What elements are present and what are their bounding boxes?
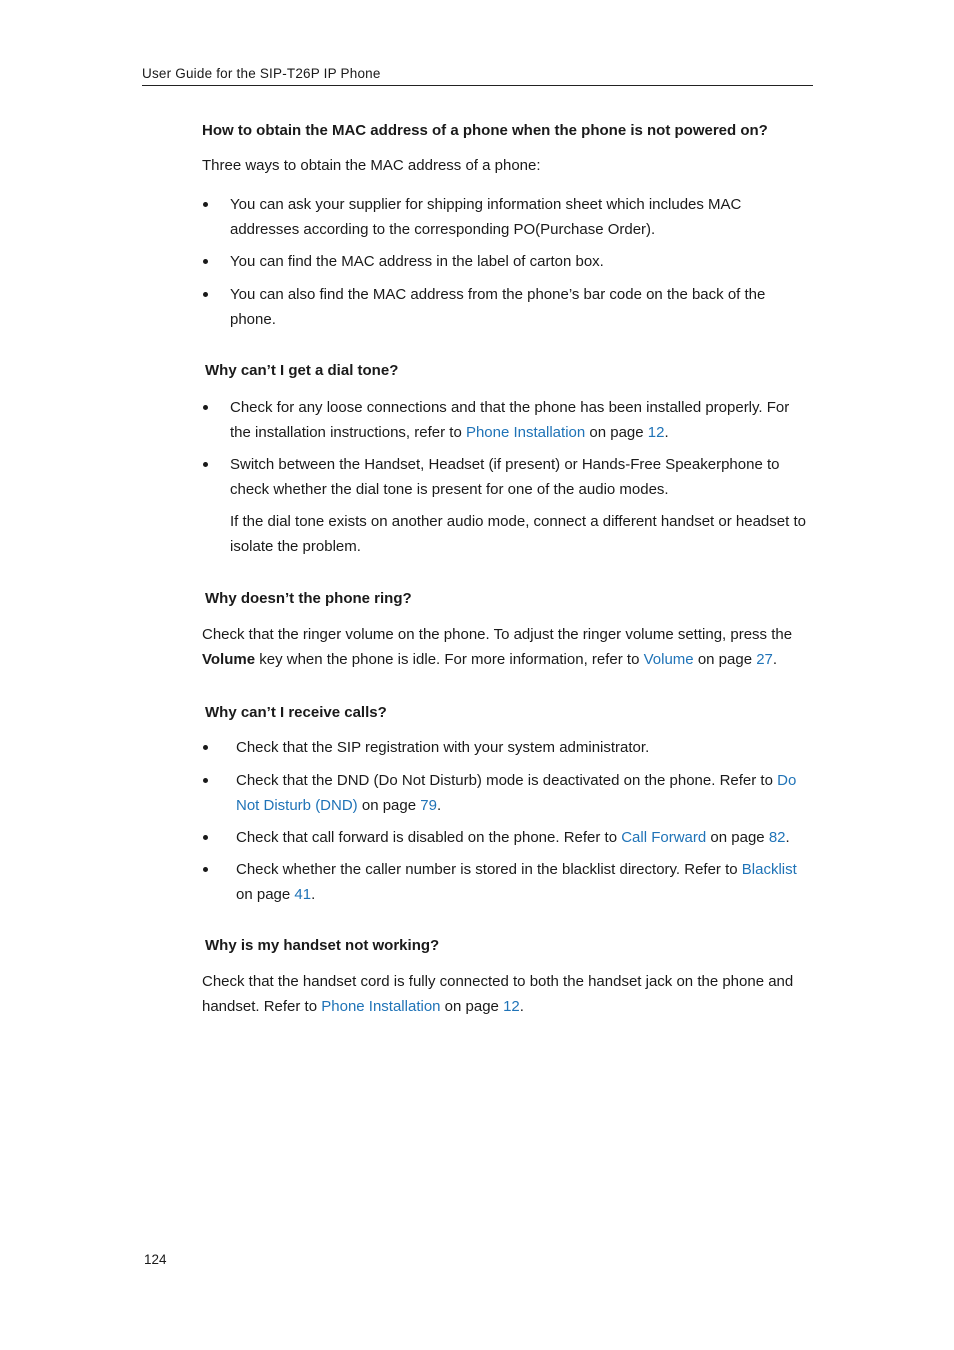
link-page-79[interactable]: 79 bbox=[420, 797, 437, 814]
link-page-12[interactable]: 12 bbox=[647, 424, 665, 441]
list-item: Check that the SIP registration with your system administrator. bbox=[202, 735, 814, 760]
link-page-12-2[interactable]: 12 bbox=[503, 998, 520, 1015]
link-page-82[interactable]: 82 bbox=[768, 829, 786, 846]
heading-mac-address: How to obtain the MAC address of a phone when the phone is not powered on? bbox=[202, 122, 768, 139]
volume-key-label: Volume bbox=[202, 651, 256, 668]
link-volume[interactable]: Volume bbox=[643, 651, 694, 668]
receive-calls-list bbox=[202, 735, 814, 907]
ring-paragraph: Check that the ringer volume on the phone. To adjust the ringer volume setting, press the Volume key when the phone is idle. For more information, refer to Volume on page 27. bbox=[202, 626, 793, 668]
dial-tone-note: If the dial tone exists on another audio mode, connect a different handset or headset to isolate the problem. bbox=[230, 513, 806, 555]
link-phone-installation-2[interactable]: Phone Installation bbox=[321, 998, 441, 1015]
dial-tone-list bbox=[202, 395, 814, 559]
mac-intro: Three ways to obtain the MAC address of a phone: bbox=[202, 157, 541, 174]
list-item: Switch between the Handset, Headset (if present) or Hands-Free Speakerphone to check whether the dial tone is present for one of the audio modes. If the dial tone exists on another audio mode, connect a different handset or headset to isolate the problem. bbox=[202, 452, 814, 559]
list-item: Check that the DND (Do Not Disturb) mode is deactivated on the phone. Refer to Do Not Disturb (DND) on page 79. bbox=[202, 768, 814, 818]
running-header: User Guide for the SIP-T26P IP Phone bbox=[142, 66, 813, 86]
link-page-41[interactable]: 41 bbox=[294, 886, 312, 903]
list-item: Check whether the caller number is stored in the blacklist directory. Refer to Blacklist on page 41. bbox=[202, 857, 814, 907]
link-call-forward[interactable]: Call Forward bbox=[621, 829, 707, 846]
list-item: You can also find the MAC address from the phone’s bar code on the back of the phone. bbox=[202, 282, 814, 332]
heading-dial-tone: Why can’t I get a dial tone? bbox=[205, 362, 399, 379]
mac-list bbox=[202, 192, 814, 332]
heading-handset: Why is my handset not working? bbox=[205, 937, 440, 954]
list-item: You can find the MAC address in the label of carton box. bbox=[202, 249, 814, 274]
page-number: 124 bbox=[144, 1252, 167, 1267]
list-item: Check that call forward is disabled on the phone. Refer to Call Forward on page 82. bbox=[202, 825, 814, 850]
link-blacklist[interactable]: Blacklist bbox=[741, 861, 797, 878]
link-phone-installation[interactable]: Phone Installation bbox=[465, 424, 586, 441]
heading-phone-ring: Why doesn’t the phone ring? bbox=[205, 590, 412, 607]
list-item: Check for any loose connections and that the phone has been installed properly. For the installation instructions, refer to Phone Installation on page 12. bbox=[202, 395, 814, 445]
handset-paragraph: Check that the handset cord is fully connected to both the handset jack on the phone and handset. Refer to Phone Installation on page 12. bbox=[202, 973, 794, 1015]
link-do-not-disturb[interactable]: Do Not Disturb (DND) bbox=[236, 772, 797, 814]
heading-receive-calls: Why can’t I receive calls? bbox=[205, 704, 387, 721]
link-page-27[interactable]: 27 bbox=[756, 651, 773, 668]
list-item: You can ask your supplier for shipping information sheet which includes MAC addresses according to the corresponding PO(Purchase Order). bbox=[202, 192, 814, 242]
page-content bbox=[202, 118, 814, 1019]
